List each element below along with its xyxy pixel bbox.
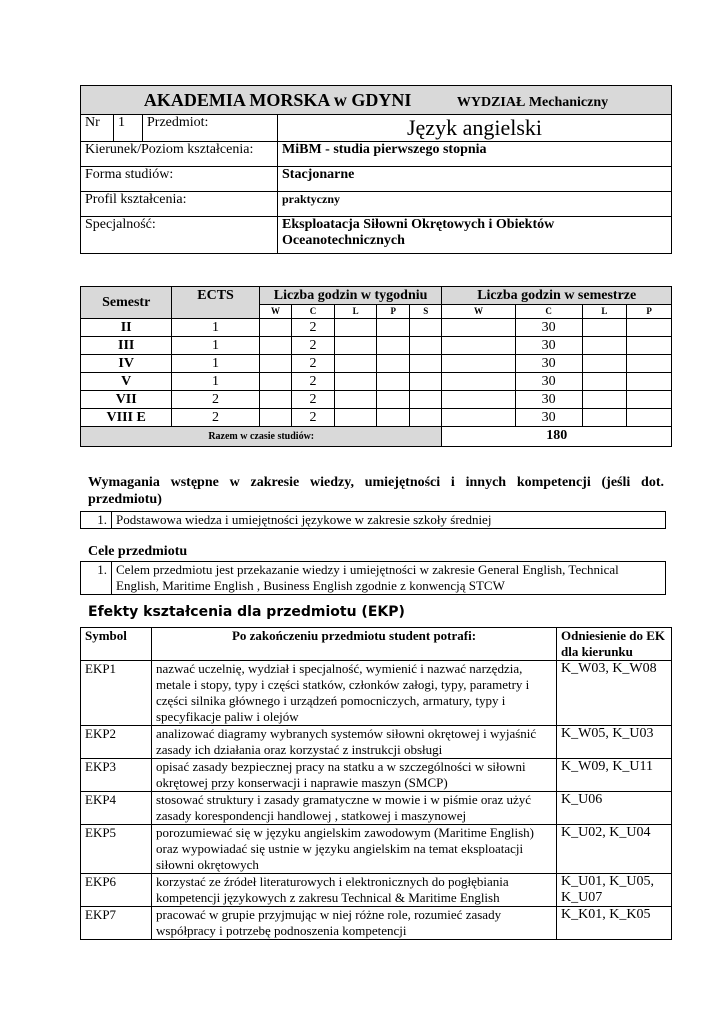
table-row xyxy=(81,661,672,726)
sem-col-w: W xyxy=(442,305,515,319)
sem-col-p: P xyxy=(627,305,672,319)
ekp-description: porozumiewać się w języku angielskim zawodowym (Maritime English) oraz wypowiadać się ustnie w języku angielskim na temat eksploatacji siłowni okrętowych xyxy=(152,825,557,874)
symbol-header: Symbol xyxy=(81,628,152,661)
weekly-c-cell: 2 xyxy=(292,319,335,337)
table-row xyxy=(81,825,672,874)
semester-c-cell: 30 xyxy=(515,409,582,427)
list-item xyxy=(81,512,666,529)
reference-header: Odniesienie do EK dla kierunku xyxy=(557,628,672,661)
ects-cell: 2 xyxy=(172,391,259,409)
requirements-heading-line1: Wymagania wstępne w zakresie wiedzy, umiejętności i innych kompetencji (jeśli dot. xyxy=(88,475,664,490)
semester-cell: IV xyxy=(81,355,172,373)
table-row xyxy=(81,792,672,825)
ects-cell: 1 xyxy=(172,319,259,337)
table-row xyxy=(81,319,672,337)
semester-c-cell: 30 xyxy=(515,337,582,355)
weekly-c-cell: 2 xyxy=(292,373,335,391)
semester-cell: V xyxy=(81,373,172,391)
week-col-p: P xyxy=(377,305,409,319)
ekp-reference: K_U01, K_U05, K_U07 xyxy=(557,874,672,907)
field-label: Kierunek/Poziom kształcenia: xyxy=(81,142,278,167)
semester-c-cell: 30 xyxy=(515,391,582,409)
ekp-symbol: EKP1 xyxy=(81,661,152,726)
ekp-symbol: EKP4 xyxy=(81,792,152,825)
nr-value: 1 xyxy=(114,115,143,142)
table-row xyxy=(81,373,672,391)
nr-label: Nr xyxy=(81,115,114,142)
total-label-cell xyxy=(81,427,442,447)
ekp-symbol: EKP2 xyxy=(81,726,152,759)
semester-hours-header: Liczba godzin w semestrze xyxy=(442,287,672,305)
ects-header: ECTS xyxy=(172,287,259,319)
specialty-label: Specjalność: xyxy=(81,217,278,254)
sem-col-l: L xyxy=(582,305,627,319)
ekp-symbol: EKP6 xyxy=(81,874,152,907)
ekp-description: opisać zasady bezpiecznej pracy na statku a w szczególności w siłowni okrętowej przy konserwacji i naprawie maszyn (SMCP) xyxy=(152,759,557,792)
goals-list xyxy=(80,561,666,595)
ekp-reference: K_U02, K_U04 xyxy=(557,825,672,874)
list-number: 1. xyxy=(81,512,112,529)
table-row xyxy=(81,874,672,907)
ekp-reference: K_W03, K_W08 xyxy=(557,661,672,726)
table-row xyxy=(81,726,672,759)
table-row xyxy=(81,391,672,409)
ects-cell: 1 xyxy=(172,355,259,373)
subject-value: Język angielski xyxy=(278,115,672,142)
semester-c-cell: 30 xyxy=(515,373,582,391)
profile-value: praktyczny xyxy=(278,192,672,217)
course-header-table xyxy=(80,85,672,254)
description-header: Po zakończeniu przedmiotu student potrafi: xyxy=(152,628,557,661)
specialty-value: Eksploatacja Siłowni Okrętowych i Obiektów Oceanotechnicznych xyxy=(278,217,672,254)
ekp-description: stosować struktury i zasady gramatyczne w mowie i w piśmie oraz użyć zasady korespondencji handlowej , statkowej i maszynowej xyxy=(152,792,557,825)
week-col-l: L xyxy=(334,305,377,319)
field-value: MiBM - studia pierwszego stopnia xyxy=(278,142,672,167)
weekly-c-cell: 2 xyxy=(292,355,335,373)
week-col-w: W xyxy=(259,305,291,319)
table-row xyxy=(81,409,672,427)
list-item xyxy=(81,562,666,595)
ekp-heading: Efekty kształcenia dla przedmiotu (EKP) xyxy=(88,604,405,620)
ekp-reference: K_K01, K_K05 xyxy=(557,907,672,940)
ects-cell: 1 xyxy=(172,337,259,355)
weekly-c-cell: 2 xyxy=(292,409,335,427)
list-text: Podstawowa wiedza i umiejętności językowe w zakresie szkoły średniej xyxy=(112,512,666,529)
ekp-reference: K_W09, K_U11 xyxy=(557,759,672,792)
study-form-value: Stacjonarne xyxy=(278,167,672,192)
semester-cell: VII xyxy=(81,391,172,409)
total-value: 180 xyxy=(442,427,672,447)
semester-header: Semestr xyxy=(81,287,172,319)
table-row xyxy=(81,355,672,373)
ects-cell: 1 xyxy=(172,373,259,391)
total-label: Razem w czasie studiów: xyxy=(208,431,315,442)
learning-outcomes-table xyxy=(80,627,672,940)
ekp-reference: K_U06 xyxy=(557,792,672,825)
study-form-label: Forma studiów: xyxy=(81,167,278,192)
semester-cell: III xyxy=(81,337,172,355)
semester-cell: II xyxy=(81,319,172,337)
weekly-hours-header: Liczba godzin w tygodniu xyxy=(259,287,442,305)
ekp-description: pracować w grupie przyjmując w niej różne role, rozumieć zasady współpracy i potrzebę podnoszenia kompetencji xyxy=(152,907,557,940)
ekp-symbol: EKP7 xyxy=(81,907,152,940)
list-number: 1. xyxy=(81,562,112,595)
ekp-description: analizować diagramy wybranych systemów siłowni okrętowej i wyjaśnić zasady ich działania oraz korzystać z instrukcji obsługi xyxy=(152,726,557,759)
table-row xyxy=(81,759,672,792)
semester-c-cell: 30 xyxy=(515,319,582,337)
weekly-c-cell: 2 xyxy=(292,391,335,409)
table-row xyxy=(81,907,672,940)
ects-cell: 2 xyxy=(172,409,259,427)
requirements-list xyxy=(80,511,666,529)
academy-name: AKADEMIA MORSKA w GDYNI xyxy=(143,89,412,110)
list-text: Celem przedmiotu jest przekazanie wiedzy i umiejętności w zakresie General English, Technical English, Maritime English , Business English zgodnie z konwencją STCW xyxy=(112,562,666,595)
ekp-description: korzystać ze źródeł literaturowych i elektronicznych do pogłębiania kompetencji językowych z zakresu Technical & Maritime English xyxy=(152,874,557,907)
ekp-description: nazwać uczelnię, wydział i specjalność, wymienić i nazwać narzędzia, metale i stopy, typy i części statków, członków załogi, typy, parametry i części silnika głównego i urządzeń pomocniczych, armatury, typy i specyfikacje paliw i olejów xyxy=(152,661,557,726)
profile-label: Profil kształcenia: xyxy=(81,192,278,217)
requirements-heading-line2: przedmiotu) xyxy=(88,492,162,507)
faculty-name: WYDZIAŁ Mechaniczny xyxy=(456,94,609,110)
week-col-c: C xyxy=(292,305,335,319)
hours-table xyxy=(80,286,672,447)
semester-c-cell: 30 xyxy=(515,355,582,373)
ekp-symbol: EKP5 xyxy=(81,825,152,874)
ekp-reference: K_W05, K_U03 xyxy=(557,726,672,759)
institution-title xyxy=(81,86,672,115)
semester-cell: VIII E xyxy=(81,409,172,427)
week-col-s: S xyxy=(409,305,441,319)
goals-heading: Cele przedmiotu xyxy=(88,544,188,559)
sem-col-c: C xyxy=(515,305,582,319)
weekly-c-cell: 2 xyxy=(292,337,335,355)
table-row xyxy=(81,337,672,355)
subject-label: Przedmiot: xyxy=(143,115,278,142)
ekp-symbol: EKP3 xyxy=(81,759,152,792)
